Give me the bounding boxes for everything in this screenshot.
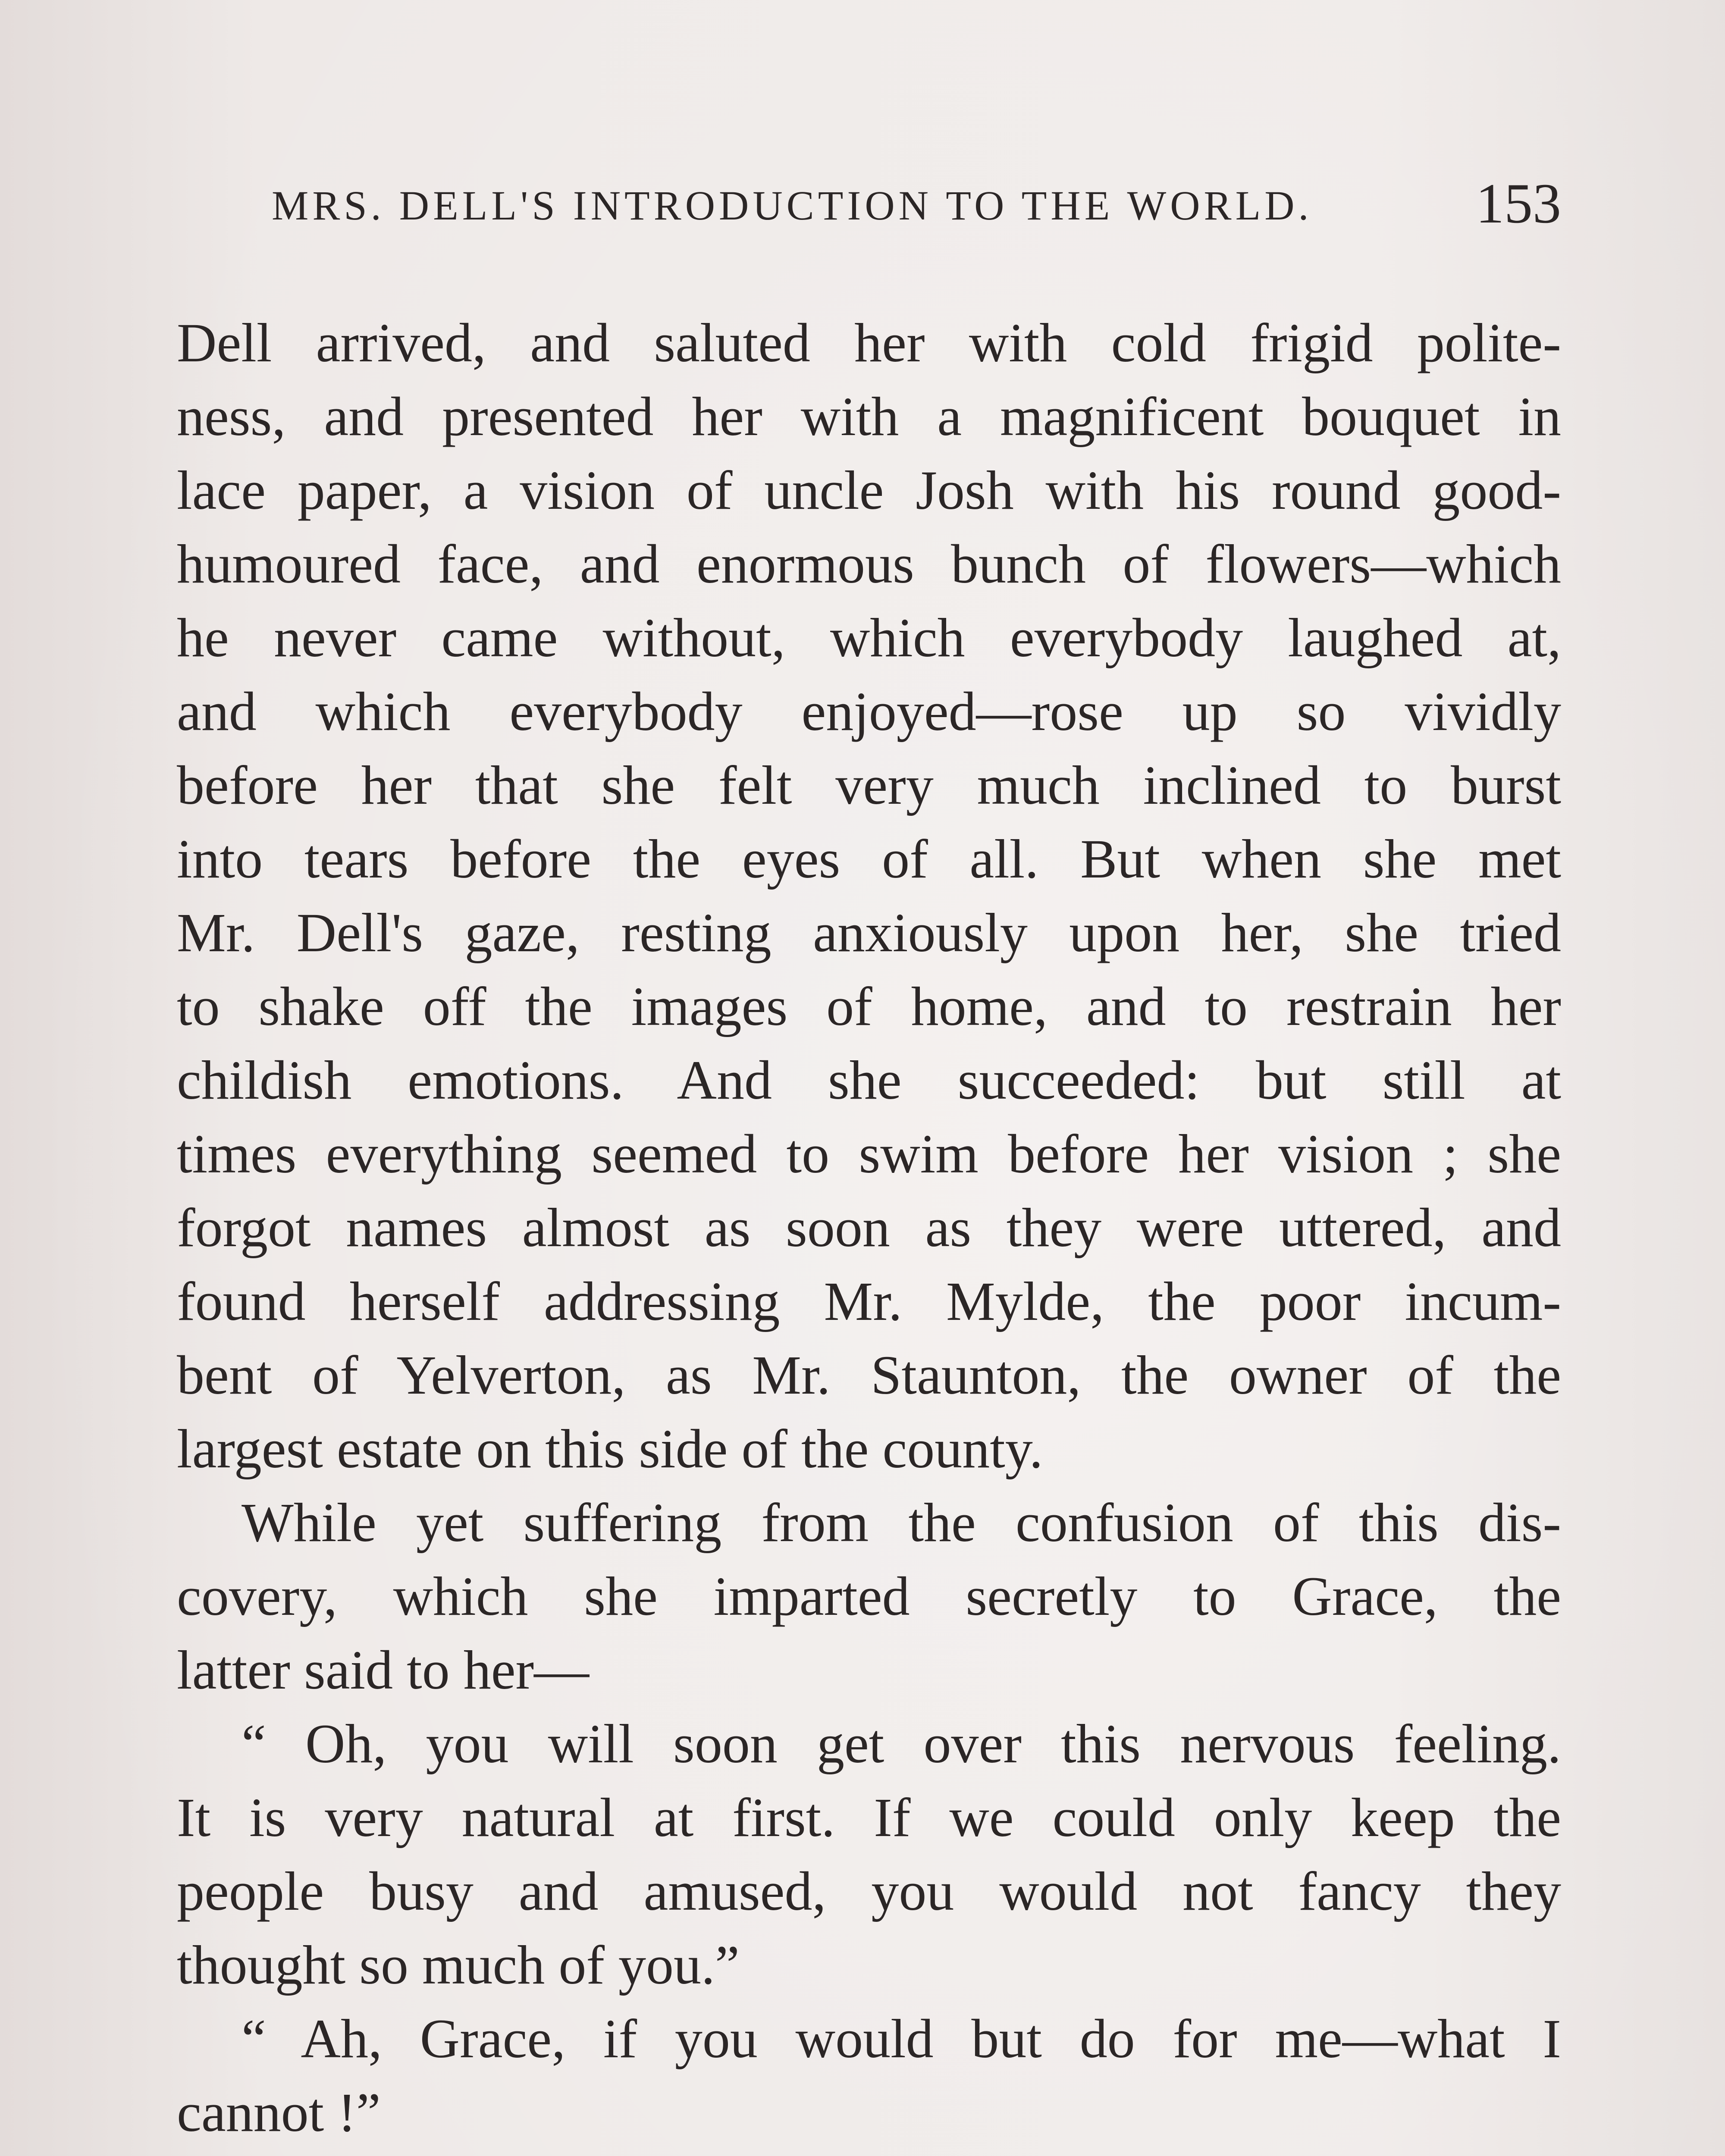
text-line: ness, and presented her with a magnificent bouquet in	[177, 386, 1561, 447]
text-line: lace paper, a vision of uncle Josh with his round good-	[177, 460, 1561, 521]
text-line: humoured face, and enormous bunch of flowers—which	[177, 533, 1561, 595]
text-line: childish emotions. And she succeeded: but still at	[177, 1050, 1561, 1111]
text-line: “ Ah, Grace, if you would but do for me—what I	[242, 2008, 1561, 2069]
text-line: largest estate on this side of the county.	[177, 1418, 1043, 1479]
text-line: latter said to her—	[177, 1639, 590, 1701]
text-line: bent of Yelverton, as Mr. Staunton, the owner of the	[177, 1344, 1561, 1406]
text-line	[177, 2150, 1561, 2156]
running-head-title: MRS. DELL'S INTRODUCTION TO THE WORLD.	[272, 182, 1313, 229]
text-line: forgot names almost as soon as they were uttered, and	[177, 1197, 1561, 1258]
text-line: Mr. Dell's gaze, resting anxiously upon her, she tried	[177, 902, 1561, 963]
text-line: and which everybody enjoyed—rose up so vividly	[177, 681, 1561, 742]
text-line: covery, which she imparted secretly to Grace, the	[177, 1566, 1561, 1627]
text-line: It is very natural at first. If we could only keep the	[177, 1787, 1561, 1848]
body-text	[177, 306, 1561, 2156]
running-head	[272, 170, 1561, 235]
text-line: he never came without, which everybody laughed at,	[177, 607, 1561, 668]
page-number: 153	[1476, 172, 1561, 235]
text-line: cannot !”	[177, 2082, 381, 2143]
text-line: thought so much of you.”	[177, 1934, 740, 1996]
text-line: people busy and amused, you would not fancy they	[177, 1861, 1561, 1922]
text-line: into tears before the eyes of all. But when she met	[177, 828, 1561, 890]
text-line: to shake off the images of home, and to restrain her	[177, 976, 1561, 1037]
text-line: Dell arrived, and saluted her with cold frigid polite-	[177, 312, 1561, 373]
text-line: While yet suffering from the confusion of this dis-	[242, 1492, 1561, 1553]
text-line: before her that she felt very much inclined to burst	[177, 755, 1561, 816]
text-line: “ Oh, you will soon get over this nervous feeling.	[242, 1713, 1561, 1774]
text-line: times everything seemed to swim before her vision ; she	[177, 1123, 1561, 1185]
text-line: found herself addressing Mr. Mylde, the poor incum-	[177, 1271, 1561, 1332]
